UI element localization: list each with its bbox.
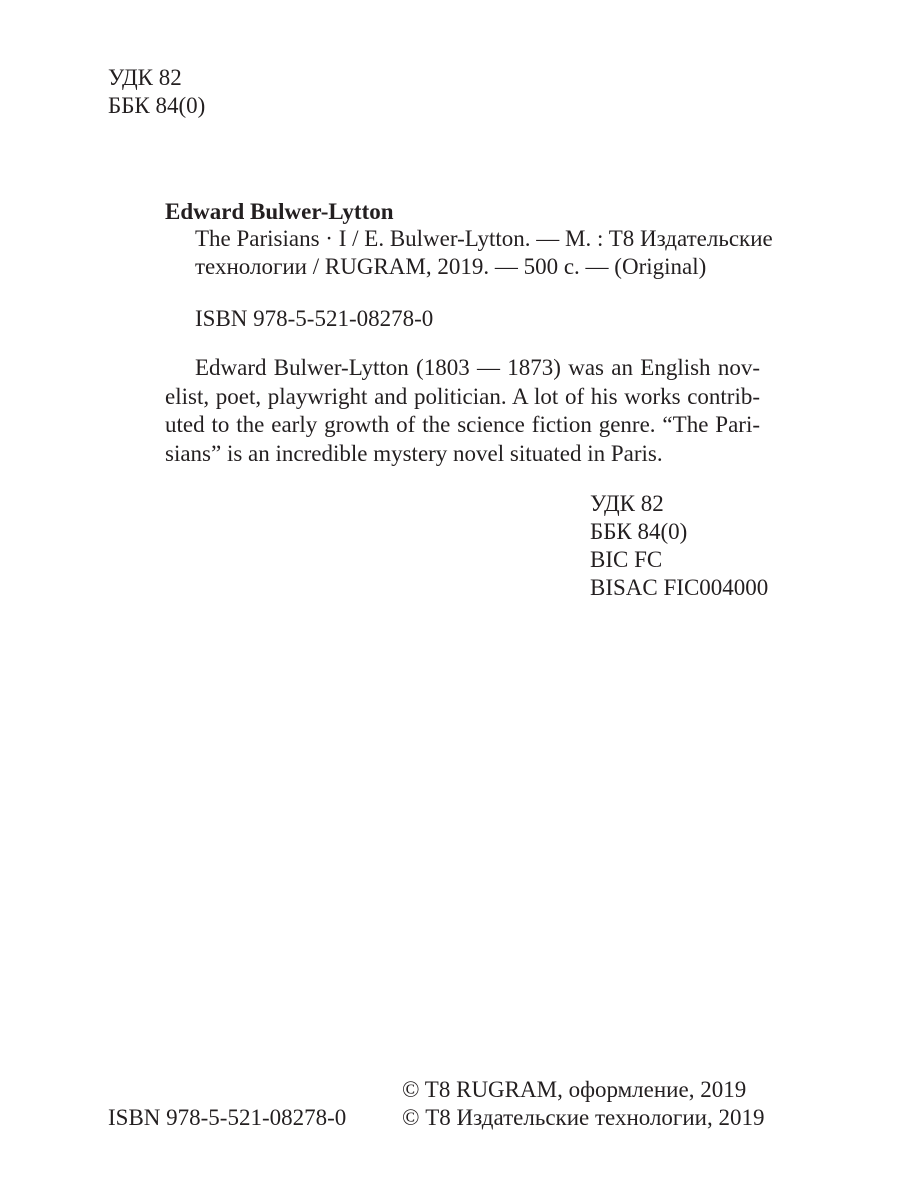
bibliographic-description [165,225,773,281]
udc-code-top: УДК 82 [108,65,182,90]
annotation-line-4: sians” is an incredible mystery novel situated in Paris. [165,440,663,466]
copyright-line-1: © T8 RUGRAM, оформление, 2019 [402,1077,747,1102]
udc-code: УДК 82 [590,491,664,516]
copyright-notice [402,1076,765,1132]
copyright-line-2: © Т8 Издательские технологии, 2019 [402,1105,765,1130]
bbk-code: ББК 84(0) [590,519,688,544]
bisac-code: BISAC FIC004000 [590,575,769,600]
isbn-footer: ISBN 978-5-521-08278-0 [108,1105,347,1130]
annotation-line-3: uted to the early growth of the science fiction genre. “The Pari- [165,412,760,437]
annotation-line-2: elist, poet, playwright and politician. A lot of his works contrib- [165,383,760,409]
annotation [165,354,760,468]
classification-codes [590,490,768,602]
biblio-line-1: The Parisians · I / E. Bulwer-Lytton. — M. : T8 Издательские [195,226,773,251]
bic-code: BIC FC [590,547,663,572]
bbk-code-top: ББК 84(0) [108,93,206,118]
annotation-line-1: Edward Bulwer-Lytton (1803 — 1873) was an English nov- [195,355,760,380]
isbn-record: ISBN 978-5-521-08278-0 [195,306,434,331]
record-author: Edward Bulwer-Lytton [165,199,394,224]
biblio-line-2: технологии / RUGRAM, 2019. — 500 c. — (Original) [195,254,707,279]
